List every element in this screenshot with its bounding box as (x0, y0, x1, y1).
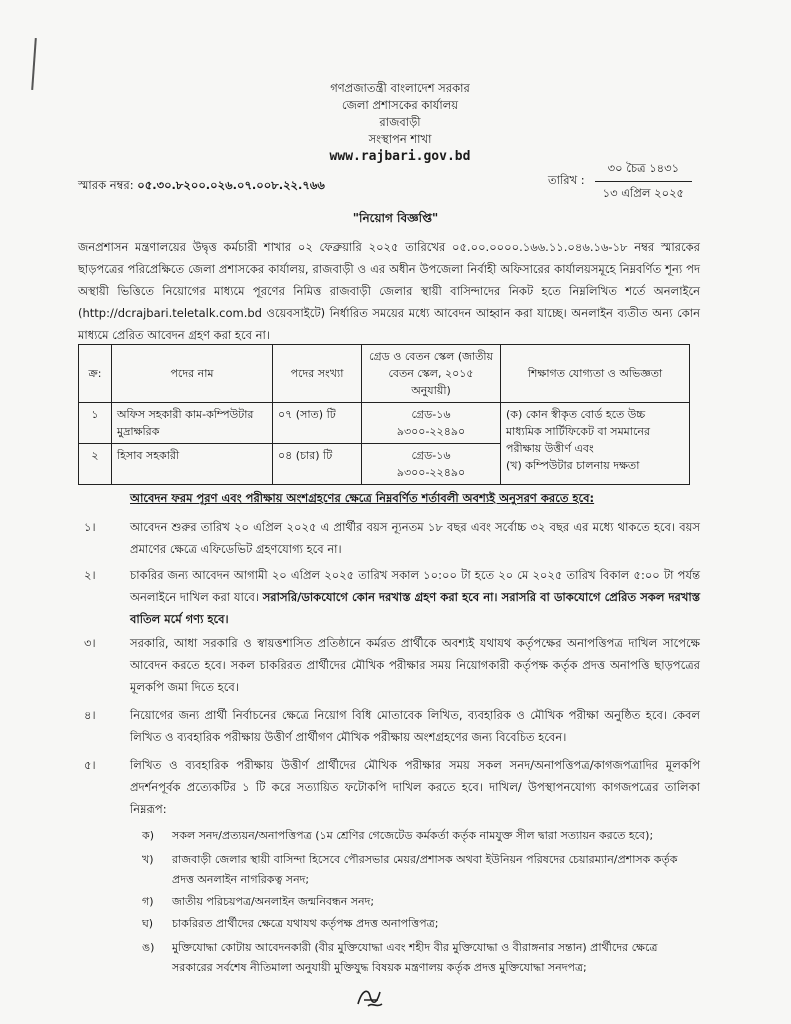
sub-text: জাতীয় পরিচয়পত্র/অনলাইন জন্মনিবন্ধন সনদ; (172, 895, 375, 908)
sub-number: ঙ) (142, 941, 155, 954)
memo-line (78, 177, 325, 196)
table-row (79, 403, 690, 444)
signature-mark (350, 982, 390, 1012)
letterhead (250, 80, 550, 165)
rule-number: ৩। (84, 636, 96, 650)
date-gregorian: ১৩ এপ্রিল ২০২৫ (602, 186, 685, 200)
col-sl: ক্র: (79, 345, 112, 403)
sub-item (142, 914, 700, 934)
website-link[interactable]: www.rajbari.gov.bd (329, 149, 471, 164)
notice-title: "নিয়োগ বিজ্ঞপ্তি" (352, 211, 439, 225)
rule-text: নিয়োগের জন্য প্রার্থী নির্বাচনের ক্ষেত্রে নিয়োগ বিধি মোতাবেক লিখিত, ব্যবহারিক ও মৌখিক পরীক্ষা অনুষ্ঠিত হবে। কেবল লিখিত ও ব্যবহারিক পরীক্ষায় উত্তীর্ণ প্রার্থীগণ মৌখিক পরীক্ষায় অংশগ্রহণের জন্য বিবেচিত হবেন। (130, 708, 700, 744)
rule-item (78, 632, 700, 698)
row-post: হিসাব সহকারী (112, 444, 273, 485)
rule-text: আবেদন শুরুর তারিখ ২০ এপ্রিল ২০২৫ এ প্রার্থীর বয়স ন্যূনতম ১৮ বছর এবং সর্বোচ্চ ৩২ বছর এর মধ্যে থাকতে হবে। বয়স প্রমাণের ক্ষেত্রে এফিডেভিট গ্রহণযোগ্য হবে না। (130, 520, 700, 556)
sub-item (142, 938, 700, 978)
rule-item (78, 516, 700, 560)
col-grade: গ্রেড ও বেতন স্কেল (জাতীয় বেতন স্কেল, ২০১৫ অনুযায়ী) (362, 345, 501, 403)
grade-value: গ্রেড-১৬ (411, 408, 451, 421)
row-grade (362, 444, 501, 485)
row-sl: ২ (79, 444, 112, 485)
row-count: ০৪ (চার) টি (273, 444, 362, 485)
rule-number: ১। (84, 520, 96, 534)
scale-value: ৯৩০০-২২৪৯০ (396, 466, 466, 479)
row-sl: ১ (79, 403, 112, 444)
rule-item (78, 754, 700, 820)
rules-heading: আবেদন ফরম পূরণ এবং পরীক্ষায় অংশগ্রহণের ক্ষেত্রে নিম্নবর্ণিত শর্তাবলী অবশ্যই অনুসরণ করতে হবে: (130, 491, 595, 505)
sub-text: সকল সনদ/প্রত্যয়ন/অনাপত্তিপত্র (১ম শ্রেণির গেজেটেড কর্মকর্তা কর্তৃক নামযুক্ত সীল দ্বারা সত্যায়ন করতে হবে); (172, 829, 654, 842)
scale-value: ৯৩০০-২২৪৯০ (396, 425, 466, 438)
rule-number: ২। (84, 568, 96, 582)
table-header-row (79, 345, 690, 403)
rule-item (78, 704, 700, 748)
sub-number: ঘ) (142, 917, 154, 930)
rule-item (78, 564, 700, 630)
sub-text: মুক্তিযোদ্ধা কোটায় আবেদনকারী (বীর মুক্তিযোদ্ধা এবং শহীদ বীর মুক্তিযোদ্ধা ও বীরাঙ্গনার সন্তান) প্রার্থীদের ক্ষেত্রে সরকারের সর্বশেষ নীতিমালা অনুযায়ী মুক্তিযুদ্ধ বিষয়ক মন্ত্রণালয় কর্তৃক প্রদত্ত মুক্তিযোদ্ধা সনদপত্র; (172, 941, 658, 974)
govt-name: গণপ্রজাতন্ত্রী বাংলাদেশ সরকার (330, 81, 470, 95)
memo-number: ০৫.৩০.৮২০০.০২৬.০৭.০০৮.২২.৭৬৬ (137, 178, 325, 192)
office-name: জেলা প্রশাসকের কার্যালয় (341, 98, 459, 112)
row-grade (362, 403, 501, 444)
qualification-b: (খ) কম্পিউটার চালনায় দক্ষতা (506, 459, 640, 472)
rule-number: ৫। (84, 758, 96, 772)
rule-text: সরকারি, আধা সরকারি ও স্বায়ত্তশাসিত প্রতিষ্ঠানে কর্মরত প্রার্থীকে অবশ্যই যথাযথ কর্তৃপক্ষের অনাপত্তিপত্র দাখিল সাপেক্ষে আবেদন করতে হবে। সকল চাকরিরত প্রার্থীদের মৌখিক পরীক্ষার সময় নিয়োগকারী কর্তৃপক্ষ কর্তৃক প্রদত্ত অনাপত্তি ছাড়পত্রের মূলকপি জমা দিতে হবে। (130, 636, 700, 694)
sub-text: রাজবাড়ী জেলার স্থায়ী বাসিন্দা হিসেবে পৌরসভার মেয়র/প্রশাসক অথবা ইউনিয়ন পরিষদের চেয়ারম্যান/প্রশাসক কর্তৃক প্রদত্ত অনলাইন নাগরিকত্ব সনদ; (172, 853, 678, 886)
rule-number: ৪। (84, 708, 96, 722)
col-post: পদের নাম (112, 345, 273, 403)
sub-number: খ) (142, 853, 154, 866)
sub-text: চাকরিরত প্রার্থীদের ক্ষেত্রে যথাযথ কর্তৃপক্ষ প্রদত্ত অনাপত্তিপত্র; (172, 917, 439, 930)
qualification-cell (501, 403, 690, 485)
posts-table (78, 344, 690, 485)
sub-item (142, 850, 700, 890)
date-label: তারিখ : (548, 172, 585, 187)
rule-text: চাকরির জন্য আবেদন আগামী ২০ এপ্রিল ২০২৫ তারিখ সকাল ১০:০০ টা হতে ২০ মে ২০২৫ তারিখ বিকাল ৫:০০ টা পর্যন্ত অনলাইনে দাখিল করা যাবে। (130, 568, 700, 604)
date-bangla: ৩০ চৈত্র ১৪৩১ (595, 158, 692, 182)
pen-mark (31, 38, 37, 90)
sub-item (142, 826, 700, 846)
memo-label: স্মারক নম্বর: (78, 178, 134, 192)
sub-number: গ) (142, 895, 154, 908)
sub-item (142, 892, 700, 912)
rule-bold-text: সরাসরি/ডাকযোগে কোন দরখাস্ত গ্রহণ করা হবে না। সরাসরি বা ডাকযোগে প্রেরিত সকল দরখাস্ত বাতিল মর্মে গণ্য হবে। (130, 590, 701, 626)
grade-value: গ্রেড-১৬ (411, 449, 451, 462)
row-count: ০৭ (সাত) টি (273, 403, 362, 444)
section-name: সংস্থাপন শাখা (368, 132, 432, 146)
row-post: অফিস সহকারী কাম-কম্পিউটার মুদ্রাক্ষরিক (112, 403, 273, 444)
col-qualification: শিক্ষাগত যোগ্যতা ও অভিজ্ঞতা (501, 345, 690, 403)
rule-text: লিখিত ও ব্যবহারিক পরীক্ষায় উত্তীর্ণ প্রার্থীদের মৌখিক পরীক্ষার সময় সকল সনদ/অনাপত্তিপত্র/কাগজপত্রাদির মূলকপি প্রদর্শনপূর্বক প্রত্যেকটির ১ টি করে সত্যায়িত ফটোকপি দাখিল করতে হবে। দাখিল/ উপস্থাপনযোগ্য কাগজপত্রের তালিকা নিম্নরূপ: (130, 758, 700, 816)
date-block (548, 158, 692, 204)
intro-paragraph: জনপ্রশাসন মন্ত্রণালয়ের উদ্বৃত্ত কর্মচারী শাখার ০২ ফেব্রুয়ারি ২০২৫ তারিখের ০৫.০০.০০০০.১৬৬.১১.০৪৬.১৬-১৮ নম্বর স্মারকের ছাড়পত্রের পরিপ্রেক্ষিতে জেলা প্রশাসকের কার্যালয়, রাজবাড়ী ও এর অধীন উপজেলা নির্বাহী অফিসারের কার্যালয়সমূহে নিম্নবর্ণিত শূন্য পদ অস্থায়ী ভিত্তিতে নিয়োগের মাধ্যমে পূরণের নিমিত্ত রাজবাড়ী জেলার স্থায়ী বাসিন্দাদের নিকট হতে নিম্নলিখিত শর্তে অনলাইনে (http://dcrajbari.teletalk.com.bd ওয়েবসাইটে) নির্ধারিত সময়ের মধ্যে আবেদন আহ্বান করা যাচ্ছে। অনলাইন ব্যতীত অন্য কোন মাধ্যমে প্রেরিত আবেদন গ্রহণ করা হবে না। (78, 240, 700, 342)
sub-number: ক) (142, 829, 154, 842)
qualification-a: (ক) কোন স্বীকৃত বোর্ড হতে উচ্চ মাধ্যমিক সার্টিফিকেট বা সমমানের পরীক্ষায় উত্তীর্ণ এবং (506, 408, 651, 455)
district-name: রাজবাড়ী (379, 115, 421, 129)
col-count: পদের সংখ্যা (273, 345, 362, 403)
